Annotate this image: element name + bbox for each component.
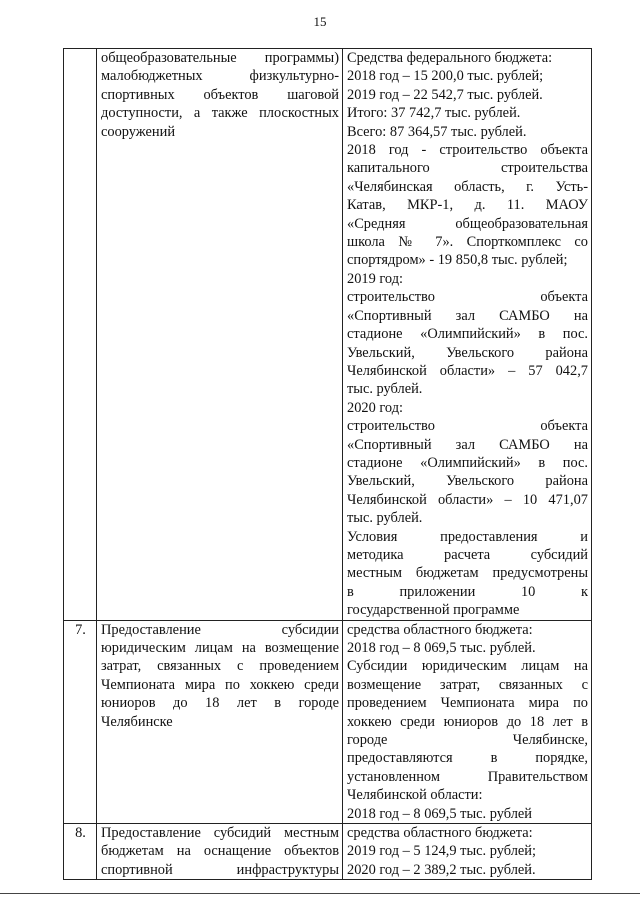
table-row (64, 824, 592, 880)
text-line: Увельский, Увельского района (347, 473, 588, 490)
text-line: Чемпионата мира по хоккею среди (101, 676, 339, 693)
text-line: Всего: 87 364,57 тыс. рублей. (347, 123, 527, 140)
text-line: Субсидии юридическим лицам на (347, 658, 588, 675)
text-line: общеобразовательные программы) (101, 50, 339, 66)
text-line: «Средняя общеобразовательная (347, 215, 588, 232)
row-number (64, 49, 97, 621)
text-line: капитального строительства (347, 160, 588, 177)
text-line: местным бюджетам предусмотрены (347, 565, 588, 582)
text-line: строительство объекта (347, 289, 588, 306)
measure-name-cell (97, 49, 343, 621)
text-line: стадионе «Олимпийский» в пос. (347, 454, 588, 471)
text-line: «Челябинская область, г. Усть- (347, 178, 588, 195)
funding-cell (343, 824, 592, 880)
text-line: Условия предоставления и (347, 528, 588, 545)
text-line: Челябинской области» – 10 471,07 (347, 491, 588, 508)
funding-cell (343, 620, 592, 823)
text-line: 2020 год: (347, 399, 404, 416)
row-number: 7. (64, 620, 97, 823)
text-line: методика расчета субсидий (347, 546, 588, 563)
text-line: строительство объекта (347, 418, 588, 435)
text-line: малобюджетных физкультурно- (101, 68, 339, 85)
text-line: Челябинской области» – 57 042,7 (347, 362, 588, 379)
text-line: «Спортивный зал САМБО на (347, 436, 588, 453)
text-line: установленном Правительством (347, 768, 588, 785)
text-line: в приложении 10 к (347, 583, 588, 600)
text-line: тыс. рублей. (347, 381, 423, 398)
text-line: средства областного бюджета: (347, 825, 533, 842)
text-line: доступности, а также плоскостных (101, 105, 339, 122)
text-line: проведением Чемпионата мира по (347, 695, 588, 712)
text-line: спортядром» - 19 850,8 тыс. рублей; (347, 252, 568, 269)
text-line: 2019 год: (347, 270, 404, 287)
text-line: затрат, связанных с проведением (101, 658, 339, 675)
text-line: 2019 год – 5 124,9 тыс. рублей; (347, 843, 536, 860)
text-line: юниоров до 18 лет в городе (101, 695, 339, 712)
text-line: юридическим лицам на возмещение (101, 640, 339, 656)
text-line: Увельский, Увельского района (347, 344, 588, 361)
row-number: 8. (64, 824, 97, 880)
program-table (63, 48, 592, 880)
text-line: Челябинской области: (347, 787, 483, 804)
text-line: государственной программе (347, 602, 520, 619)
text-line: 2018 год – 8 069,5 тыс. рублей (347, 805, 532, 822)
text-line: 2018 год - строительство объекта (347, 142, 588, 159)
text-line: тыс. рублей. (347, 510, 423, 527)
text-line: 2018 год – 8 069,5 тыс. рублей. (347, 640, 536, 656)
measure-name-cell (97, 824, 343, 880)
text-line: 2019 год – 22 542,7 тыс. рублей. (347, 86, 543, 103)
text-line: бюджетам на оснащение объектов (101, 843, 339, 860)
text-line: предоставляются в порядке, (347, 750, 588, 767)
text-line: Челябинске (101, 713, 173, 730)
text-line: городе Челябинске, (347, 732, 588, 749)
text-line: Итого: 37 742,7 тыс. рублей. (347, 105, 521, 122)
text-line: 2020 год – 2 389,2 тыс. рублей. (347, 861, 536, 878)
measure-name-cell (97, 620, 343, 823)
text-line: «Спортивный зал САМБО на (347, 307, 588, 324)
text-line: Предоставление субсидии (101, 621, 339, 638)
text-line: Средства федерального бюджета: (347, 50, 553, 66)
funding-cell (343, 49, 592, 621)
text-line: Предоставление субсидий местным (101, 825, 339, 842)
text-line: Катав, МКР-1, д. 11. МАОУ (347, 197, 588, 214)
page-bottom-rule (0, 893, 640, 894)
text-line: 2018 год – 15 200,0 тыс. рублей; (347, 68, 544, 85)
text-line: спортивных объектов шаговой (101, 86, 339, 103)
text-line: возмещение затрат, связанных с (347, 676, 588, 693)
text-line: сооружений (101, 123, 176, 140)
table-row (64, 620, 592, 823)
text-line: стадионе «Олимпийский» в пос. (347, 326, 588, 343)
page-number: 15 (313, 14, 327, 29)
text-line: хоккею среди юниоров до 18 лет в (347, 713, 588, 730)
text-line: школа № 7». Спорткомплекс со (347, 234, 588, 251)
text-line: средства областного бюджета: (347, 621, 533, 638)
table-row (64, 49, 592, 621)
text-line: спортивной инфраструктуры (101, 861, 339, 878)
